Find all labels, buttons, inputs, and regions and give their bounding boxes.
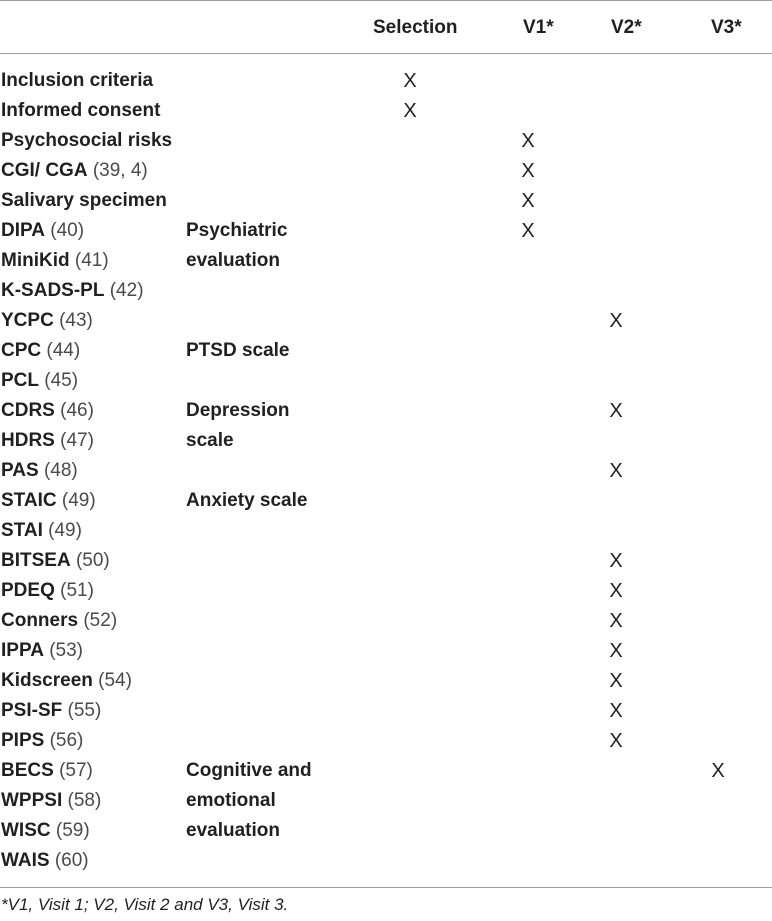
reference-number: (49) bbox=[48, 520, 82, 541]
instrument-label: WPPSI bbox=[1, 790, 63, 811]
instrument-label: Conners bbox=[1, 610, 79, 631]
mark-v2: X bbox=[609, 460, 623, 482]
reference-number: (49) bbox=[61, 490, 96, 511]
reference-number: (60) bbox=[54, 850, 89, 871]
mark-v1: X bbox=[521, 160, 535, 182]
reference-number: (41) bbox=[74, 250, 109, 271]
instrument-name bbox=[1, 66, 153, 96]
mark-v1: X bbox=[521, 190, 535, 212]
header-v3: V3* bbox=[711, 17, 742, 38]
table-row bbox=[0, 576, 772, 606]
table-footnote: *V1, Visit 1; V2, Visit 2 and V3, Visit 3. bbox=[1, 895, 289, 914]
instrument-label: IPPA bbox=[1, 640, 44, 661]
table-row bbox=[0, 786, 772, 816]
reference-number: (52) bbox=[83, 610, 118, 631]
instrument-label: WISC bbox=[1, 820, 51, 841]
instrument-name bbox=[1, 576, 94, 606]
instrument-name bbox=[1, 786, 101, 816]
table-row bbox=[0, 186, 772, 216]
mark-v1: X bbox=[521, 130, 535, 152]
mark-v2: X bbox=[609, 730, 623, 752]
mark-v2: X bbox=[609, 610, 623, 632]
instrument-label: MiniKid bbox=[1, 250, 70, 271]
instrument-name bbox=[1, 366, 78, 396]
table-row bbox=[0, 246, 772, 276]
mark-v2: X bbox=[609, 700, 623, 722]
mark-selection: X bbox=[403, 70, 417, 92]
group-label: Psychiatric bbox=[186, 220, 288, 241]
table-row bbox=[0, 546, 772, 576]
reference-number: (44) bbox=[46, 340, 81, 361]
mark-v1: X bbox=[521, 220, 535, 242]
group-label: Depression bbox=[186, 400, 290, 421]
reference-number: (50) bbox=[75, 550, 110, 571]
reference-number: (51) bbox=[60, 580, 94, 601]
reference-number: (57) bbox=[59, 760, 93, 781]
table-row bbox=[0, 156, 772, 186]
table-row bbox=[0, 396, 772, 426]
group-label: emotional bbox=[186, 790, 276, 811]
instrument-label: Psychosocial risks bbox=[1, 130, 173, 151]
table-row bbox=[0, 66, 772, 96]
instrument-name bbox=[1, 726, 83, 756]
instrument-name bbox=[1, 666, 132, 696]
instrument-label: CDRS bbox=[1, 400, 55, 421]
instrument-name bbox=[1, 216, 84, 246]
instrument-label: CPC bbox=[1, 340, 42, 361]
header-selection: Selection bbox=[373, 17, 458, 38]
reference-number: (48) bbox=[43, 460, 78, 481]
table-row bbox=[0, 126, 772, 156]
instrument-label: PSI-SF bbox=[1, 700, 63, 721]
table-row bbox=[0, 336, 772, 366]
instrument-name bbox=[1, 426, 94, 456]
table-row bbox=[0, 726, 772, 756]
instrument-name bbox=[1, 126, 172, 156]
mark-v2: X bbox=[609, 550, 623, 572]
instrument-label: HDRS bbox=[1, 430, 55, 451]
table-top-rule bbox=[0, 0, 772, 1]
instrument-name bbox=[1, 306, 93, 336]
table-row bbox=[0, 636, 772, 666]
instrument-label: DIPA bbox=[1, 220, 45, 241]
instrument-name bbox=[1, 636, 83, 666]
instrument-label: Salivary specimen bbox=[1, 190, 167, 211]
mark-v3: X bbox=[711, 760, 725, 782]
table-row bbox=[0, 276, 772, 306]
group-label: evaluation bbox=[186, 250, 280, 271]
instrument-label: WAIS bbox=[1, 850, 50, 871]
instrument-name bbox=[1, 336, 80, 366]
table-row bbox=[0, 216, 772, 246]
reference-number: (56) bbox=[49, 730, 84, 751]
table-row bbox=[0, 456, 772, 486]
reference-number: (43) bbox=[59, 310, 93, 331]
mark-v2: X bbox=[609, 400, 623, 422]
instrument-name bbox=[1, 756, 93, 786]
header-v2: V2* bbox=[611, 17, 642, 38]
instrument-name bbox=[1, 396, 94, 426]
reference-number: (53) bbox=[49, 640, 84, 661]
instrument-label: BECS bbox=[1, 760, 54, 781]
instrument-label: PAS bbox=[1, 460, 39, 481]
table-row bbox=[0, 666, 772, 696]
instrument-name bbox=[1, 156, 148, 186]
table-row bbox=[0, 366, 772, 396]
instrument-label: Informed consent bbox=[1, 100, 161, 121]
instrument-name bbox=[1, 516, 82, 546]
table-row bbox=[0, 846, 772, 876]
instrument-label: PDEQ bbox=[1, 580, 55, 601]
table-row bbox=[0, 96, 772, 126]
header-v1: V1* bbox=[523, 17, 554, 38]
instrument-name bbox=[1, 246, 109, 276]
reference-number: (55) bbox=[67, 700, 102, 721]
instrument-label: Kidscreen bbox=[1, 670, 93, 691]
table-row bbox=[0, 426, 772, 456]
instrument-label: PCL bbox=[1, 370, 39, 391]
reference-number: (58) bbox=[67, 790, 102, 811]
group-label: PTSD scale bbox=[186, 340, 290, 361]
instrument-name bbox=[1, 276, 144, 306]
mark-v2: X bbox=[609, 310, 623, 332]
table-row bbox=[0, 516, 772, 546]
instrument-name bbox=[1, 486, 96, 516]
instrument-label: CGI/ CGA bbox=[1, 160, 88, 181]
reference-number: (45) bbox=[44, 370, 79, 391]
instrument-name bbox=[1, 546, 110, 576]
instrument-label: BITSEA bbox=[1, 550, 71, 571]
table-bottom-rule bbox=[0, 887, 772, 888]
reference-number: (46) bbox=[60, 400, 94, 421]
mark-v2: X bbox=[609, 640, 623, 662]
table-row bbox=[0, 306, 772, 336]
instrument-name bbox=[1, 816, 90, 846]
instrument-name bbox=[1, 696, 101, 726]
reference-number: (47) bbox=[60, 430, 94, 451]
group-label: Anxiety scale bbox=[186, 490, 308, 511]
reference-number: (40) bbox=[50, 220, 85, 241]
table-row bbox=[0, 696, 772, 726]
instrument-label: STAIC bbox=[1, 490, 57, 511]
instrument-label: Inclusion criteria bbox=[1, 70, 154, 91]
table-row bbox=[0, 756, 772, 786]
group-label: scale bbox=[186, 430, 234, 451]
instrument-name bbox=[1, 846, 89, 876]
header-rule bbox=[0, 53, 772, 54]
table-row bbox=[0, 606, 772, 636]
mark-v2: X bbox=[609, 670, 623, 692]
instrument-label: STAI bbox=[1, 520, 43, 541]
table-row bbox=[0, 816, 772, 846]
instrument-name bbox=[1, 456, 78, 486]
mark-v2: X bbox=[609, 580, 623, 602]
group-label: evaluation bbox=[186, 820, 280, 841]
instrument-name bbox=[1, 606, 117, 636]
instrument-label: PIPS bbox=[1, 730, 45, 751]
reference-number: (59) bbox=[55, 820, 90, 841]
instrument-label: K-SADS-PL bbox=[1, 280, 105, 301]
mark-selection: X bbox=[403, 100, 417, 122]
reference-number: (39, 4) bbox=[92, 160, 148, 181]
instrument-name bbox=[1, 96, 160, 126]
reference-number: (54) bbox=[98, 670, 132, 691]
group-label: Cognitive and bbox=[186, 760, 312, 781]
instrument-name bbox=[1, 186, 167, 216]
instrument-label: YCPC bbox=[1, 310, 54, 331]
table-row bbox=[0, 486, 772, 516]
reference-number: (42) bbox=[109, 280, 144, 301]
